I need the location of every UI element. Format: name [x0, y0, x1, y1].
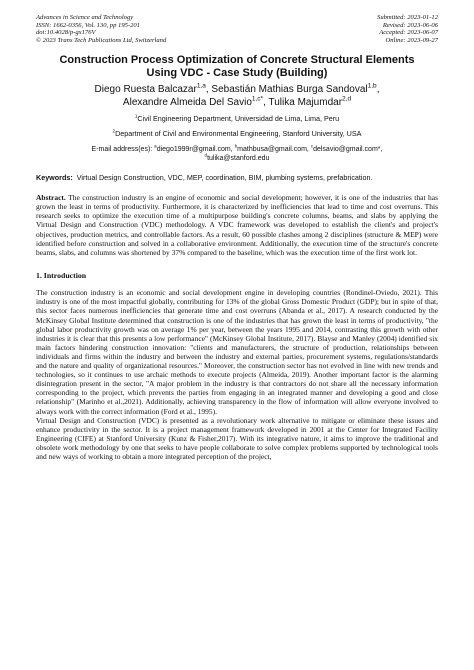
author-2: Sebastián Mathias Burga Sandoval: [211, 84, 368, 96]
abstract: [36, 193, 438, 257]
section-1-paragraph-2: Virtual Design and Construction (VDC) is presented as a revolutionary work alternative to mitigate or eliminate these issues and enhance productivity in the sector. It is a project management framework developed in 2001 at the Center for Integrated Facility Engineering (CIFE) at Stanford University (Kunz & Fisher,2017). With its integrative nature, it aims to improve the traditional and obsolete work methodology by one that seeks to have people collaborate to solve complex problems supported by technological tools and new ways of working to obtain a more integrated perception of the project,: [36, 415, 438, 461]
journal-name: Advances in Science and Technology: [36, 14, 134, 21]
authors-line-2: Alexandre Almeida Del Savio$^{1,c*}$, Tulika Majumdar$^{2,d}$: [122, 95, 352, 108]
email-addresses: [36, 145, 438, 163]
copyright: © 2023 Trans Tech Publications Ltd, Switzerland: [36, 36, 167, 44]
author-1-sup: 1,a: [196, 83, 206, 91]
authors-line-1: Diego Ruesta Balcazar$^{1,a}$, Sebastián Mathias Burga Sandoval$^{1,b}$,: [94, 83, 380, 96]
keywords-text: Virtual Design Construction, VDC, MEP, coordination, BIM, plumbing systems, prefabrication.: [76, 173, 373, 183]
journal-header: [36, 14, 438, 44]
title-line-1: Construction Process Optimization of Concrete Structural Elements: [59, 54, 415, 67]
email-c-sup: c: [310, 144, 314, 150]
email-label: E-mail address(es):: [91, 146, 155, 154]
journal-info: [36, 14, 166, 44]
affiliation-2-sup: 2: [112, 128, 116, 134]
issn: ISSN: 1662-0356, Vol. 130, pp 195-201: [36, 21, 141, 29]
title-line-2: Using VDC - Case Study (Building): [146, 67, 328, 80]
email-a-sup: a: [154, 144, 157, 150]
affiliation-1-text: Civil Engineering Department, Universidad de Lima, Lima, Peru: [137, 114, 340, 124]
publication-dates: [377, 14, 438, 44]
author-list: [36, 84, 438, 109]
submitted-date: Submitted: 2023-01-12: [377, 14, 438, 21]
online-date: Online: 2023-09-27: [385, 36, 438, 44]
section-1-heading: 1. Introduction: [36, 271, 87, 281]
author-3: Alexandre Almeida Del Savio: [122, 96, 252, 108]
keywords-label: Keywords:: [36, 173, 73, 183]
revised-date: Revised: 2023-06-06: [382, 21, 438, 29]
author-4-sup: 2,d: [342, 95, 352, 103]
accepted-date: Accepted: 2023-06-07: [379, 29, 438, 37]
affiliation-2: [36, 129, 438, 138]
section-1-paragraph-1: The construction industry is an economic and social development engine in developing countries (Rondinel-Oviedo, 2021). This industry is one of the most impactful globally, contributing for 13% of the global Gross Domestic Product (GDP); but in spite of that, this sector faces numerous inefficiencies that generate time and cost overruns (Abanda et al., 2017). A research conducted by the McKinsey Global Institute determined that construction is one of the industries that has grown the least in terms of productivity, "the global labor productivity growth was on average 1% per year, between the years 1995 and 2014, contrasting this growth with other industries it is clear that this presents a low performance" (McKinsey Global Institute, 2017). Blayse and Manley (2004) identified six main factors hindering construction innovation: "clients and manufacturers, the structure of production, relationships between individuals and firms within the industry and between the industry and external parties, procurement systems, regulations/standards and the nature and quality of organizational resources." Moreover, the construction sector has not evolved in line with new trends and technologies, so it continues to use archaic methods to execute projects (Almeida, 2019). Another important factor is the alarming disintegration present in the sector, "A major problem in the industry is that contractors do not share all the necessary information corresponding to the project, which prevents the parties from engaging in an integrated manner and developing a good and close relationship" (Marinho et al.,2021). Additionally, achieving transparency in the flow of information will allow everyone involved to always work with the correct information (Ford et al., 1995).: [36, 288, 438, 416]
affiliation-2-text: Department of Civil and Environmental Engineering, Stanford University, USA: [115, 129, 362, 139]
emails-line-1: [36, 145, 438, 154]
email-b-sup: b: [234, 144, 238, 150]
author-1: Diego Ruesta Balcazar: [94, 84, 197, 96]
email-a[interactable]: diego1999r@gmail.com,: [156, 146, 235, 154]
emails-line-2: [36, 154, 438, 163]
affiliation-1: [36, 114, 438, 123]
email-d-sup: d: [204, 153, 208, 159]
abstract-text: The construction industry is an engine of economic and social development; however, it is one of the industries that has grown the least in terms of productivity. Furthermore, it is characterized by inefficiencies that lead to time and cost overruns. This research seeks to optimize the execution time of a multipurpose building's concrete columns, beams, and slabs by applying the Virtual Design and Construction (VDC) methodology. A VDC framework was developed to establish the client's and project's objectives, production metrics, and controllable factors. As a result, 60 possible clashes among 2 disciplines (structure & MEP) were identified before construction and solved in a collaborative environment. Additionally, the execution time of the structure's concrete beams, slabs, and columns was shortened by 37% compared to the baseline, which was the execution time of the first work lot.: [36, 192, 438, 258]
email-d[interactable]: tulika@stanford.edu: [207, 155, 270, 163]
abstract-label: Abstract.: [36, 192, 66, 202]
section-1-body: [36, 288, 438, 461]
email-b[interactable]: mathbusa@gmail.com,: [237, 146, 311, 154]
affiliation-1-sup: 1: [134, 113, 138, 119]
author-4: Tulika Majumdar: [268, 96, 343, 108]
email-c[interactable]: delsavio@gmail.com*,: [313, 146, 383, 154]
paper-title: [36, 54, 438, 80]
author-2-sup: 1,b: [367, 83, 377, 91]
keywords: [36, 173, 438, 183]
author-3-sup: 1,c*: [251, 95, 264, 103]
doi[interactable]: doi:10.4028/p-gx176V: [36, 29, 96, 37]
